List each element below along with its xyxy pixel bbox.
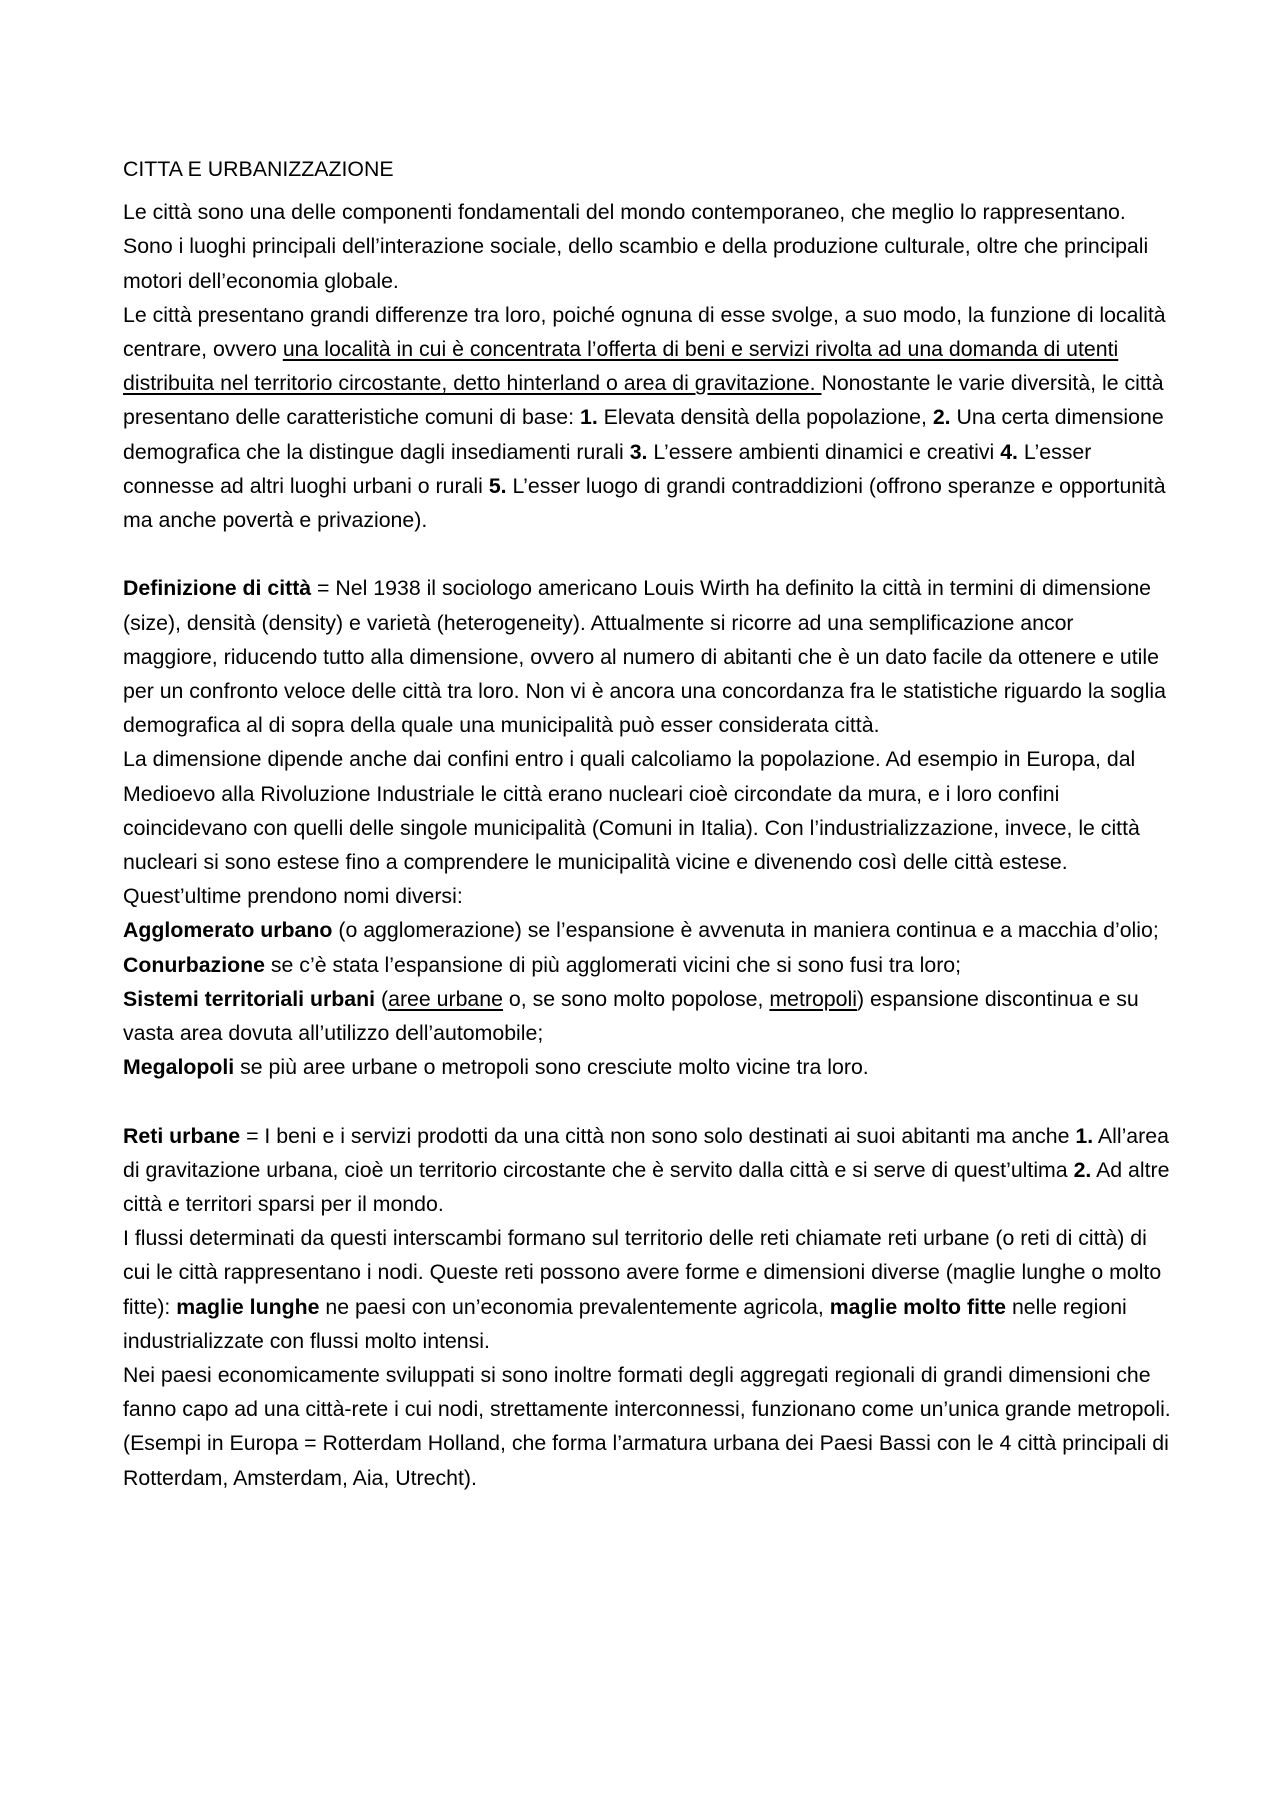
intro-text: Le città presentano grandi differenze tra loro, poiché ognuna di esse svolge, a suo modo, la funzione di località centrare, ovvero	[123, 302, 1166, 362]
underlined-term: aree urbane	[388, 986, 503, 1011]
list-number: 4.	[1000, 439, 1018, 464]
term: Conurbazione	[123, 952, 265, 977]
definizione-paragraph	[123, 571, 1173, 742]
document-page	[123, 152, 1173, 1495]
sistemi-paragraph	[123, 982, 1173, 1050]
flussi-paragraph	[123, 1221, 1173, 1358]
term: Reti urbane	[123, 1123, 241, 1148]
list-number: 5.	[488, 473, 507, 498]
term: Definizione di città	[123, 576, 312, 601]
underlined-term: metropoli	[769, 986, 857, 1011]
list-number: 1.	[1075, 1123, 1094, 1148]
intro-paragraph-1: Le città sono una delle componenti fondamentali del mondo contemporaneo, che meglio lo rappresentano. Sono i luoghi principali dell’interazione sociale, dello scambio e della produzione culturale, oltre che principali motori dell’economia globale.	[123, 200, 1149, 293]
term: maglie lunghe	[176, 1294, 320, 1319]
body-text: se c’è stata l’espansione di più agglomerati vicini che si sono fusi tra loro;	[264, 952, 962, 977]
body-text: se più aree urbane o metropoli sono cresciute molto vicine tra loro.	[234, 1055, 869, 1080]
list-number: 2.	[1073, 1157, 1092, 1182]
megalopoli-paragraph	[123, 1050, 1173, 1084]
list-text: Elevata densità della popolazione,	[597, 405, 933, 430]
term: Sistemi territoriali urbani	[123, 986, 376, 1011]
body-text: ) espansione discontinua e su vasta area dovuta all’utilizzo dell’automobile;	[123, 986, 1139, 1046]
intro-text: Nonostante le varie diversità, le città presentano delle caratteristiche comuni di base:	[123, 371, 1164, 430]
term: Megalopoli	[123, 1055, 235, 1080]
reti-paragraph	[123, 1119, 1173, 1222]
body-text: = Nel 1938 il sociologo americano Louis Wirth ha definito la città in termini di dimensione (size), densità (density) e varietà (heterogeneity). Attualmente si ricorre ad una semplificazione ancor maggiore, riducendo tutto alla dimensione, ovvero al numero di abitanti che è un dato facile da ottenere e utile per un confronto veloce delle città tra loro. Non vi è ancora una concordanza fra le statistiche riguardo la soglia demografica al di sopra della quale una municipalità può esser considerata città.	[123, 576, 1166, 738]
body-text: = I beni e i servizi prodotti da una città non sono solo destinati ai suoi abitanti ma anche	[240, 1123, 1076, 1148]
list-text: L’essere ambienti dinamici e creativi	[647, 439, 1001, 464]
centrality-definition: una località in cui è concentrata l’offerta di beni e servizi rivolta ad una domanda di utenti distribuita nel territorio circostante, detto hinterland o area di gravitazione.	[123, 337, 1119, 396]
dimensione-paragraph: La dimensione dipende anche dai confini entro i quali calcoliamo la popolazione. Ad esempio in Europa, dal Medioevo alla Rivoluzione Industriale le città erano nucleari cioè circondate da mura, e i loro confini coincidevano con quelli delle singole municipalità (Comuni in Italia). Con l’industrializzazione, invece, le città nucleari si sono estese fino a comprendere le municipalità vicine e divenendo così delle città estese. Quest’ultime prendono nomi diversi:	[123, 747, 1140, 909]
list-text: L’esser luogo di grandi contraddizioni (offrono speranze e opportunità ma anche povertà e privazione).	[123, 473, 1166, 533]
body-text: (o agglomerazione) se l’espansione è avvenuta in maniera continua e a macchia d’olio;	[332, 918, 1159, 943]
body-text: o, se sono molto popolose,	[502, 986, 770, 1011]
conurbazione-paragraph	[123, 948, 1173, 982]
body-text: I flussi determinati da questi interscambi formano sul territorio delle reti chiamate reti urbane (o reti di città) di cui le città rappresentano i nodi. Queste reti possono avere forme e dimensioni diverse (maglie lunghe o molto fitte):	[123, 1226, 1162, 1319]
paragraph-gap	[123, 1084, 1173, 1118]
list-text: Una certa dimensione demografica che la distingue dagli insediamenti rurali	[123, 405, 1164, 464]
term: Agglomerato urbano	[123, 918, 333, 943]
body-text: nelle regioni industrializzate con flussi molto intensi.	[123, 1294, 1127, 1353]
list-text: L’esser connesse ad altri luoghi urbani o rurali	[123, 439, 1092, 498]
term: maglie molto fitte	[829, 1294, 1007, 1319]
intro-paragraph-2	[123, 298, 1173, 537]
body-text: Ad altre città e territori sparsi per il mondo.	[123, 1157, 1170, 1217]
list-number: 3.	[629, 439, 648, 464]
aggregati-paragraph: Nei paesi economicamente sviluppati si sono inoltre formati degli aggregati regionali di grandi dimensioni che fanno capo ad una città-rete i cui nodi, strettamente interconnessi, funzionano come un’unica grande metropoli. (Esempi in Europa = Rotterdam Holland, che forma l’armatura urbana dei Paesi Bassi con le 4 città principali di Rotterdam, Amsterdam, Aia, Utrecht).	[123, 1363, 1171, 1490]
body-text: All’area di gravitazione urbana, cioè un territorio circostante che è servito dalla città e si serve di quest’ultima	[123, 1123, 1169, 1182]
body-text: ne paesi con un’economia prevalentemente agricola,	[319, 1294, 830, 1319]
list-number: 1.	[579, 405, 598, 430]
document-title: CITTA E URBANIZZAZIONE	[123, 157, 394, 181]
list-number: 2.	[932, 405, 951, 430]
body-text: (	[375, 986, 389, 1011]
paragraph-gap	[123, 537, 1173, 571]
agglomerato-paragraph	[123, 913, 1173, 947]
